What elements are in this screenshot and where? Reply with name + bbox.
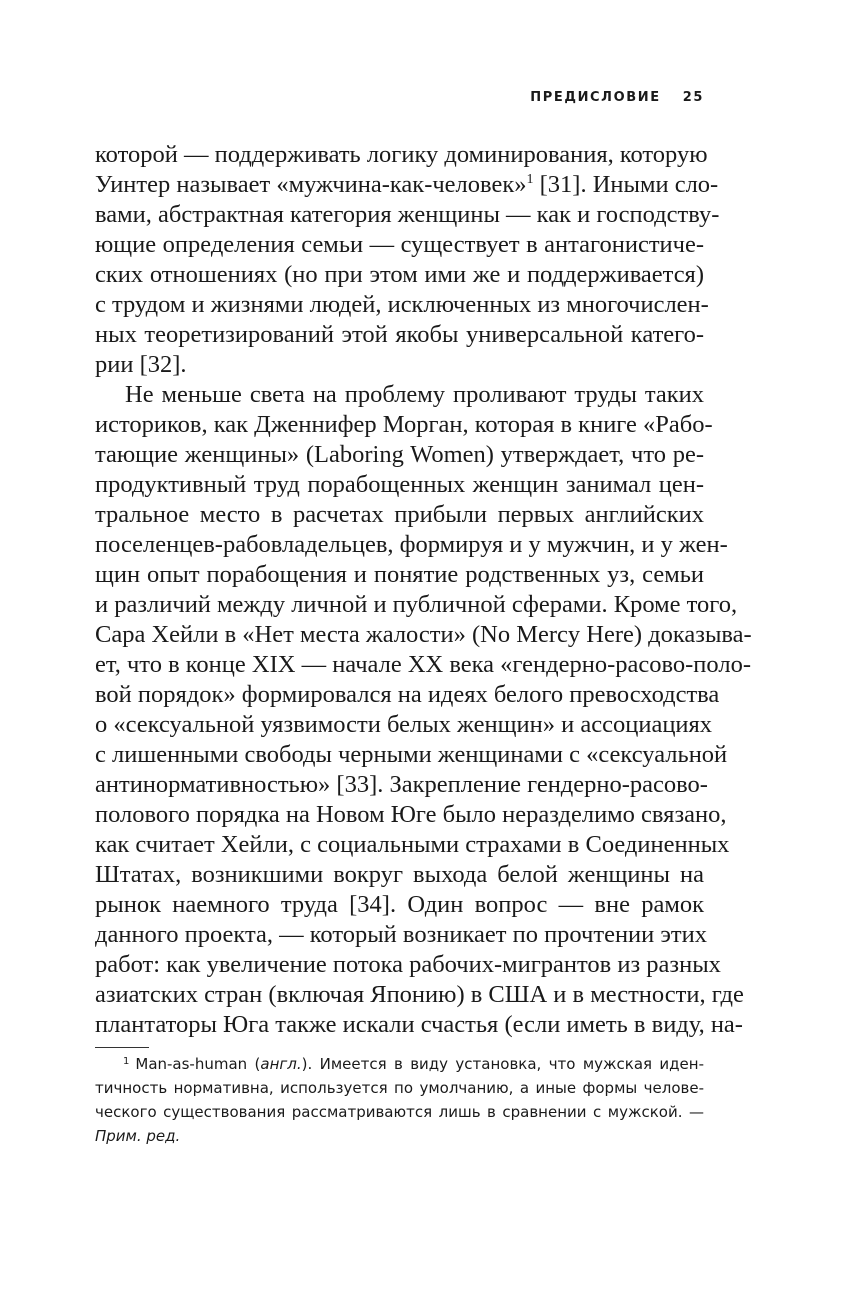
footnote-line: Прим. ред. (95, 1127, 181, 1145)
text-line: историков, как Дженнифер Морган, которая в книге «Рабо- (95, 411, 713, 438)
footnote-line: тичность нормативна, используется по умолчанию, а иные формы челове- (95, 1079, 704, 1097)
text-line: тральное место в расчетах прибыли первых английских (95, 501, 704, 528)
text-fragment: англ. (260, 1055, 302, 1073)
text-line: азиатских стран (включая Японию) в США и в местности, где (95, 981, 744, 1008)
footnote-marker: 1 (123, 1056, 130, 1067)
text-line: тающие женщины» (Laboring Women) утверждает, что ре- (95, 441, 704, 468)
section-title: ПРЕДИСЛОВИЕ (530, 90, 661, 105)
text-fragment: ). Имеется в виду установка, что мужская иден- (301, 1055, 705, 1073)
text-line: ющие определения семьи — существует в антагонистиче- (95, 231, 704, 258)
text-line: работ: как увеличение потока рабочих-мигрантов из разных (95, 951, 721, 978)
text-line: Штатах, возникшими вокруг выхода белой женщины на (95, 861, 704, 888)
text-line: поселенцев-рабовладельцев, формируя и у мужчин, и у жен- (95, 531, 728, 558)
text-line: ет, что в конце XIX — начале XX века «гендерно-расово-поло- (95, 651, 751, 678)
text-line (95, 170, 719, 200)
footnote-line: ческого существования рассматриваются лишь в сравнении с мужской. — (95, 1103, 704, 1121)
footnote-reference[interactable]: 1 (526, 172, 534, 187)
text-fragment: [31]. Иными сло- (533, 171, 719, 198)
text-fragment: Уинтер называет «мужчина-как-человек» (95, 171, 527, 198)
text-line: с трудом и жизнями людей, исключенных из многочислен- (95, 291, 709, 318)
text-line: Сара Хейли в «Нет места жалости» (No Mercy Here) доказыва- (95, 621, 752, 648)
text-line: антинормативностью» [33]. Закрепление гендерно-расово- (95, 771, 708, 798)
text-line: о «сексуальной уязвимости белых женщин» и ассоциациях (95, 711, 713, 738)
text-line: данного проекта, — который возникает по прочтении этих (95, 921, 707, 948)
footnote-line (95, 1052, 704, 1076)
text-line: которой — поддерживать логику доминирования, которую (95, 141, 708, 168)
text-line: плантаторы Юга также искали счастья (если иметь в виду, на- (95, 1011, 743, 1038)
text-line: продуктивный труд порабощенных женщин занимал цен- (95, 471, 704, 498)
text-line: ских отношениях (но при этом ими же и поддерживается) (95, 261, 704, 288)
text-line: вами, абстрактная категория женщины — как и господству- (95, 201, 720, 228)
text-line: полового порядка на Новом Юге было неразделимо связано, (95, 801, 727, 828)
text-line: и различий между личной и публичной сферами. Кроме того, (95, 591, 738, 618)
footnote (95, 1052, 704, 1148)
running-header (530, 90, 704, 105)
text-line: как считает Хейли, с социальными страхами в Соединенных (95, 831, 730, 858)
text-line: вой порядок» формировался на идеях белого превосходства (95, 681, 720, 708)
footnote-divider (95, 1047, 149, 1048)
text-line: рынок наемного труда [34]. Один вопрос — вне рамок (95, 891, 704, 918)
page-number: 25 (682, 90, 704, 105)
text-line: рии [32]. (95, 351, 187, 378)
text-line: ных теоретизирований этой якобы универсальной катего- (95, 321, 704, 348)
main-text (95, 140, 752, 1040)
text-line: с лишенными свободы черными женщинами с «сексуальной (95, 741, 728, 768)
text-line: Не меньше света на проблему проливают труды таких (125, 381, 704, 408)
text-line: щин опыт порабощения и понятие родственных уз, семьи (95, 561, 704, 588)
text-fragment: Man-as-human ( (135, 1055, 261, 1073)
